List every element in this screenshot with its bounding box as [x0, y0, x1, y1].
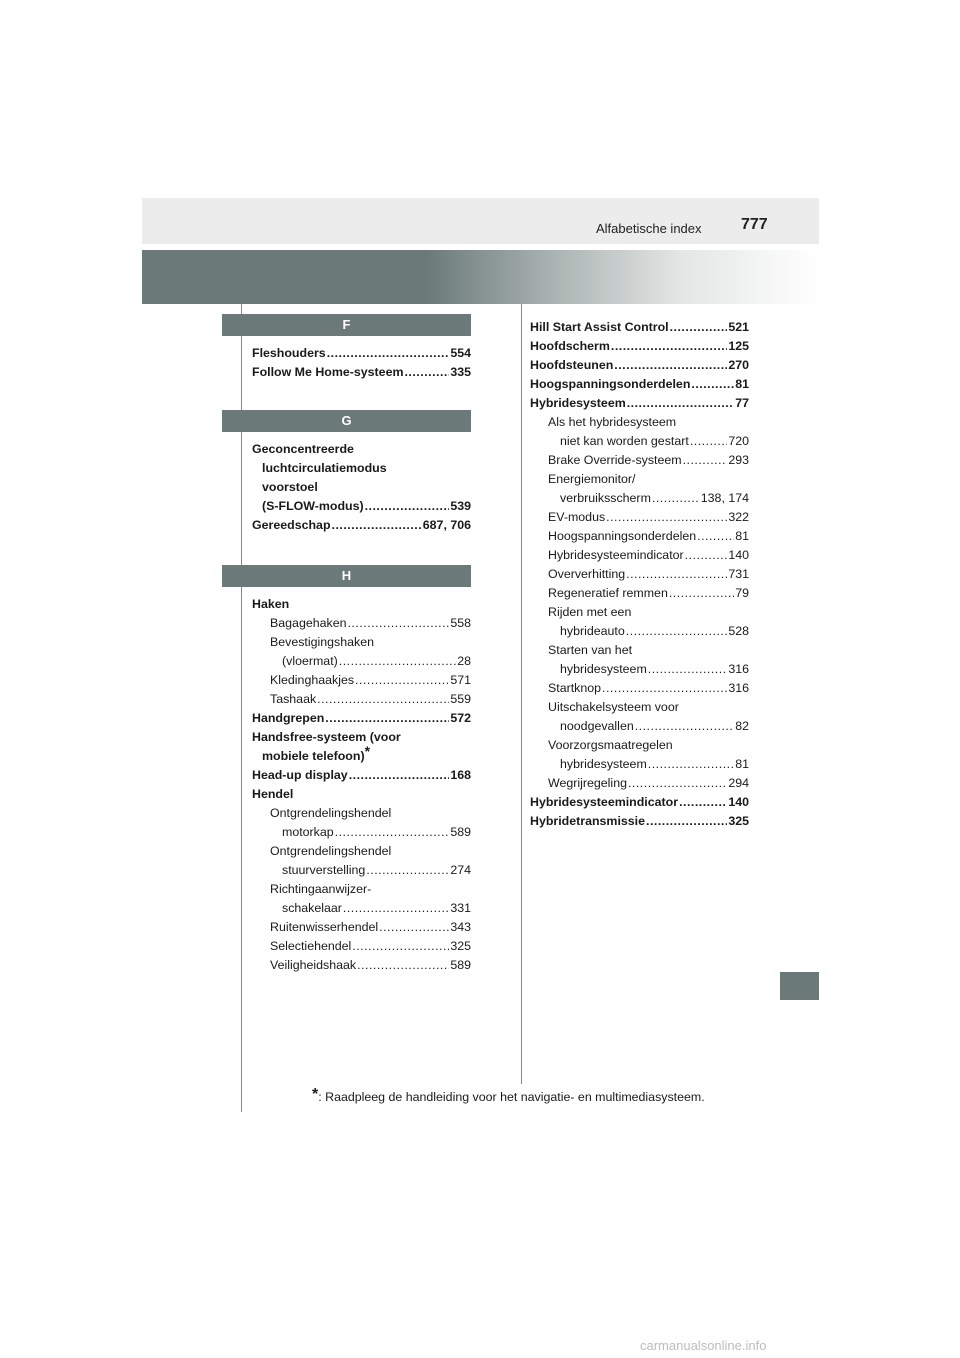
- index-subentry-line: Voorzorgsmaatregelen: [548, 738, 673, 752]
- index-subentry-line: Uitschakelsysteem voor: [548, 700, 679, 714]
- index-subentry[interactable]: Startknop ..... 316: [530, 679, 749, 698]
- index-subentry[interactable]: Wegrijregeling ..... 294: [530, 774, 749, 793]
- index-entry-line: Geconcentreerde: [252, 442, 354, 456]
- index-entry[interactable]: Hybridesysteemindicator ..... 140: [530, 793, 749, 812]
- index-subentry[interactable]: Oververhitting ..... 731: [530, 565, 749, 584]
- footnote-marker: *: [364, 743, 371, 759]
- header-band: [142, 250, 819, 304]
- index-subentry-line: Energiemonitor/: [548, 472, 636, 486]
- index-subentry[interactable]: Regeneratief remmen ..... 79: [530, 584, 749, 603]
- index-entry[interactable]: Hill Start Assist Control ..... 521: [530, 318, 749, 337]
- watermark: carmanualsonline.info: [640, 1338, 767, 1353]
- index-subentry[interactable]: Hoogspanningsonderdelen ..... 81: [530, 527, 749, 546]
- index-entry-line: voorstoel: [262, 480, 318, 494]
- header-bar: [142, 198, 819, 244]
- section-letter-h: H: [222, 565, 471, 587]
- index-subentry[interactable]: Kledinghaakjes ..... 571: [252, 671, 471, 690]
- index-subentry-line: Richtingaanwijzer-: [270, 882, 372, 896]
- footnote: [312, 1086, 705, 1104]
- index-entry[interactable]: Hybridetransmissie ..... 325: [530, 812, 749, 831]
- index-entry[interactable]: (S-FLOW-modus) ..... 539: [252, 497, 471, 516]
- index-subentry[interactable]: hybridesysteem ..... 316: [530, 660, 749, 679]
- index-entry[interactable]: Follow Me Home-systeem ..... 335: [252, 363, 471, 382]
- index-column-right: [530, 318, 749, 831]
- index-entry[interactable]: Head-up display ..... 168: [252, 766, 471, 785]
- index-entry[interactable]: Hoogspanningsonderdelen ..... 81: [530, 375, 749, 394]
- index-subentry[interactable]: (vloermat) ..... 28: [252, 652, 471, 671]
- index-column-left: [222, 314, 471, 975]
- footnote-text: : Raadpleeg de handleiding voor het navigatie- en multimediasysteem.: [318, 1090, 705, 1104]
- index-subentry-line: Rijden met een: [548, 605, 632, 619]
- index-subentry[interactable]: hybrideauto ..... 528: [530, 622, 749, 641]
- page-number: 777: [741, 216, 768, 233]
- column-divider: [521, 304, 522, 1084]
- index-subentry[interactable]: EV-modus ..... 322: [530, 508, 749, 527]
- index-entry[interactable]: Hoofdsteunen ..... 270: [530, 356, 749, 375]
- index-subentry[interactable]: Hybridesysteemindicator ..... 140: [530, 546, 749, 565]
- index-entry[interactable]: Hybridesysteem ..... 77: [530, 394, 749, 413]
- index-subentry[interactable]: stuurverstelling ..... 274: [252, 861, 471, 880]
- index-subentry[interactable]: Selectiehendel ..... 325: [252, 937, 471, 956]
- index-subentry[interactable]: schakelaar ..... 331: [252, 899, 471, 918]
- section-letter-g: G: [222, 410, 471, 432]
- index-subentry-line: Ontgrendelingshendel: [270, 806, 392, 820]
- header-title: Alfabetische index: [596, 221, 702, 236]
- section-letter-f: F: [222, 314, 471, 336]
- index-entry[interactable]: Gereedschap ..... 687, 706: [252, 516, 471, 535]
- index-subentry[interactable]: hybridesysteem ..... 81: [530, 755, 749, 774]
- index-entry-line[interactable]: mobiele telefoon)*: [262, 743, 371, 763]
- index-subentry[interactable]: Veiligheidshaak ..... 589: [252, 956, 471, 975]
- thumb-tab: [780, 972, 819, 1000]
- footnote-marker: *: [312, 1086, 319, 1103]
- index-subentry[interactable]: noodgevallen ..... 82: [530, 717, 749, 736]
- index-subentry-line: Als het hybridesysteem: [548, 415, 677, 429]
- index-subentry[interactable]: verbruiksscherm ..... 138, 174: [530, 489, 749, 508]
- index-entry-line: Haken: [252, 597, 290, 611]
- index-subentry[interactable]: Ruitenwisserhendel ..... 343: [252, 918, 471, 937]
- index-subentry[interactable]: Tashaak ..... 559: [252, 690, 471, 709]
- index-subentry[interactable]: Bagagehaken ..... 558: [252, 614, 471, 633]
- index-entry[interactable]: Fleshouders ..... 554: [252, 344, 471, 363]
- index-subentry-line: Bevestigingshaken: [270, 635, 375, 649]
- index-entry-line: Handsfree-systeem (voor: [252, 730, 401, 744]
- index-entry-line: Hendel: [252, 787, 294, 801]
- index-entry-line: luchtcirculatiemodus: [262, 461, 387, 475]
- index-entry[interactable]: Handgrepen ..... 572: [252, 709, 471, 728]
- index-entry[interactable]: Hoofdscherm ..... 125: [530, 337, 749, 356]
- index-subentry[interactable]: Brake Override-systeem ..... 293: [530, 451, 749, 470]
- index-subentry-line: Starten van het: [548, 643, 633, 657]
- index-subentry[interactable]: motorkap ..... 589: [252, 823, 471, 842]
- index-subentry[interactable]: niet kan worden gestart ..... 720: [530, 432, 749, 451]
- index-subentry-line: Ontgrendelingshendel: [270, 844, 392, 858]
